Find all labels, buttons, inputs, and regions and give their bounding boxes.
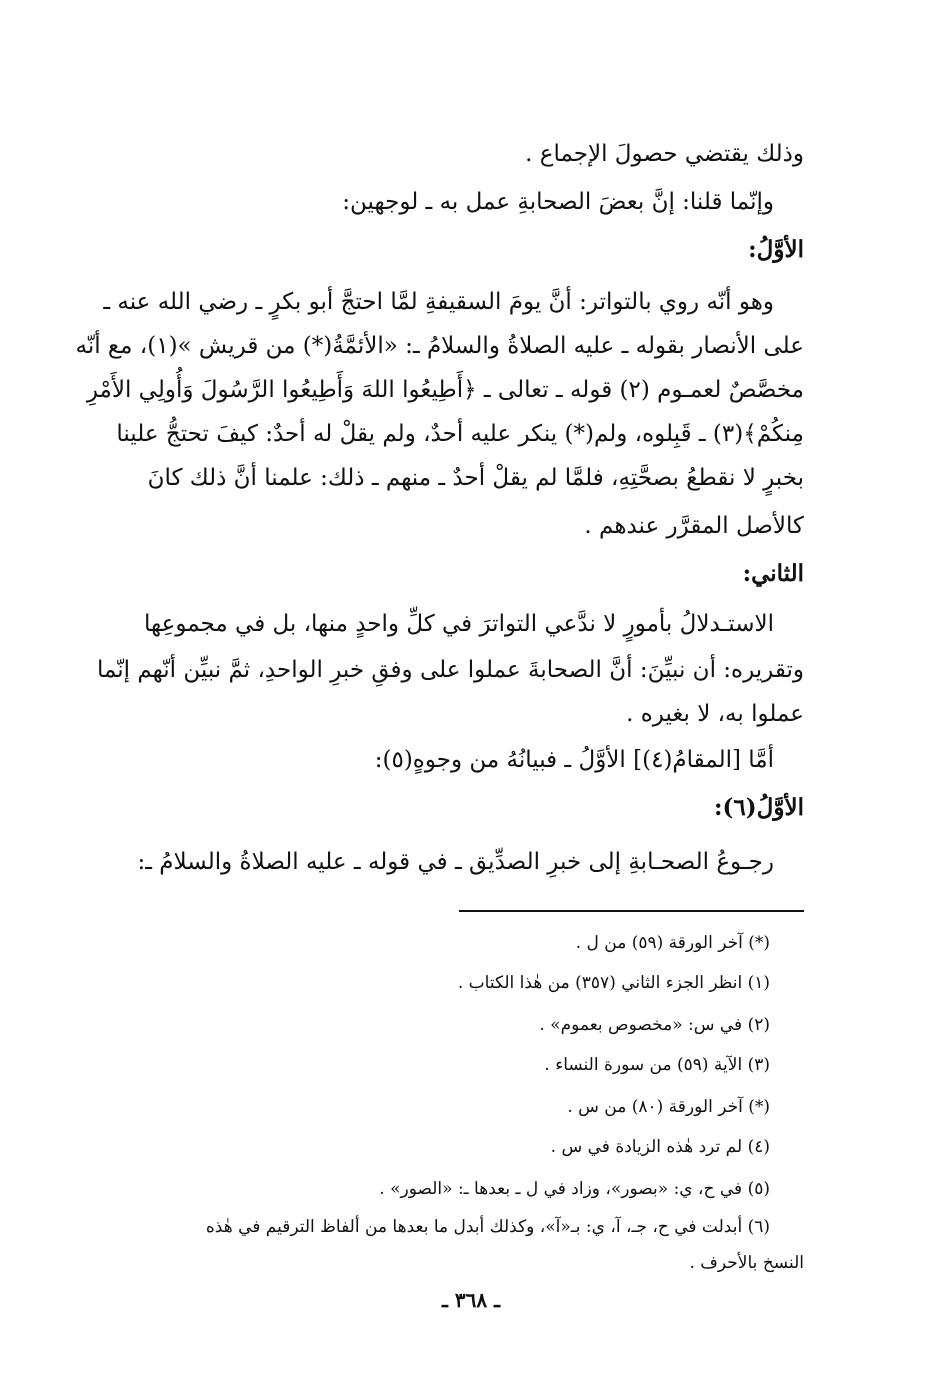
section-heading-third: الأوَّلُ(٦): (714, 794, 804, 821)
footnote: (١) انظر الجزء الثاني (٣٥٧) من هٰذا الكتاب . (457, 973, 770, 993)
body-line: وإنّما قلنا: إنَّ بعضَ الصحابةِ عمل به ـ لوجهين: (342, 189, 774, 215)
footnote-continuation: النسخ بالأحرف . (689, 1253, 804, 1273)
body-line: بخبرٍ لا نقطعُ بصحَّتِهِ، فلمَّا لم يقلْ أحدٌ ـ منهم ـ ذلك: علمنا أنَّ ذلك كانَ (147, 465, 804, 491)
body-line: مِنكُمْ﴾(٣) ـ قَبِلوه، ولم(*) ينكر عليه أحدٌ، ولم يقلْ له أحدٌ: كيفَ تحتجُّ علينا (116, 421, 804, 447)
section-heading-second: الثاني: (742, 560, 804, 587)
footnote: (٥) في ح، ي: «بصور»، وزاد في ل ـ بعدها ـ: «الصور» . (379, 1179, 770, 1199)
footnote-divider (459, 910, 804, 912)
body-line: أمَّا [المقامُ(٤)] الأوَّلُ ـ فبيانُهُ من وجوهٍ(٥): (374, 747, 774, 773)
footnote: (*) آخر الورقة (٨٠) من س . (567, 1097, 770, 1117)
body-line: كالأصل المقرَّر عندهم . (584, 513, 804, 539)
footnote: (٦) أبدلت في ح، جـ، آ، ي: بـ«آ»، وكذلك أبدل ما بعدها من ألفاظ الترقيم في هٰذه (205, 1217, 770, 1237)
body-line: رجـوعُ الصحـابةِ إلى خبرِ الصدِّيق ـ في قوله ـ عليه الصلاةُ والسلامُ ـ: (137, 849, 774, 875)
body-line: وهو أنّه روي بالتواتر: أنَّ يومَ السقيفةِ لمَّا احتجَّ أبو بكرٍ ـ رضي الله عنه ـ (103, 289, 774, 315)
footnote: (٤) لم ترد هٰذه الزيادة في س . (550, 1137, 770, 1157)
footnote: (٣) الآية (٥٩) من سورة النساء . (544, 1055, 770, 1075)
body-line: عملوا به، لا بغيره . (626, 701, 804, 727)
body-line: على الأنصار بقوله ـ عليه الصلاةُ والسلامُ ـ: «الأئمَّةُ(*) من قريش »(١)، مع أنّه (75, 333, 804, 359)
section-heading-first: الأوَّلُ: (748, 236, 804, 263)
body-line: مخصَّصٌ لعمـوم (٢) قوله ـ تعالى ـ ﴿أَطِيعُوا اللهَ وَأَطِيعُوا الرَّسُولَ وَأُولِي الأَمْرِ (86, 377, 804, 403)
footnote: (٢) في س: «مخصوص بعموم» . (539, 1015, 770, 1035)
body-line: وذلك يقتضي حصولَ الإجماع . (525, 141, 804, 167)
body-line: الاستـدلالُ بأمورٍ لا ندَّعي التواترَ في كلِّ واحدٍ منها، بل في مجموعِها (144, 611, 774, 637)
body-line: وتقريره: أن نبيِّنَ: أنَّ الصحابةَ عملوا على وفقِ خبرِ الواحدِ، ثمَّ نبيِّن أنّهم إنّما (96, 657, 804, 683)
page-number: ـ ٣٦٨ ـ (442, 1288, 500, 1312)
footnote: (*) آخر الورقة (٥٩) من ل . (575, 933, 770, 953)
